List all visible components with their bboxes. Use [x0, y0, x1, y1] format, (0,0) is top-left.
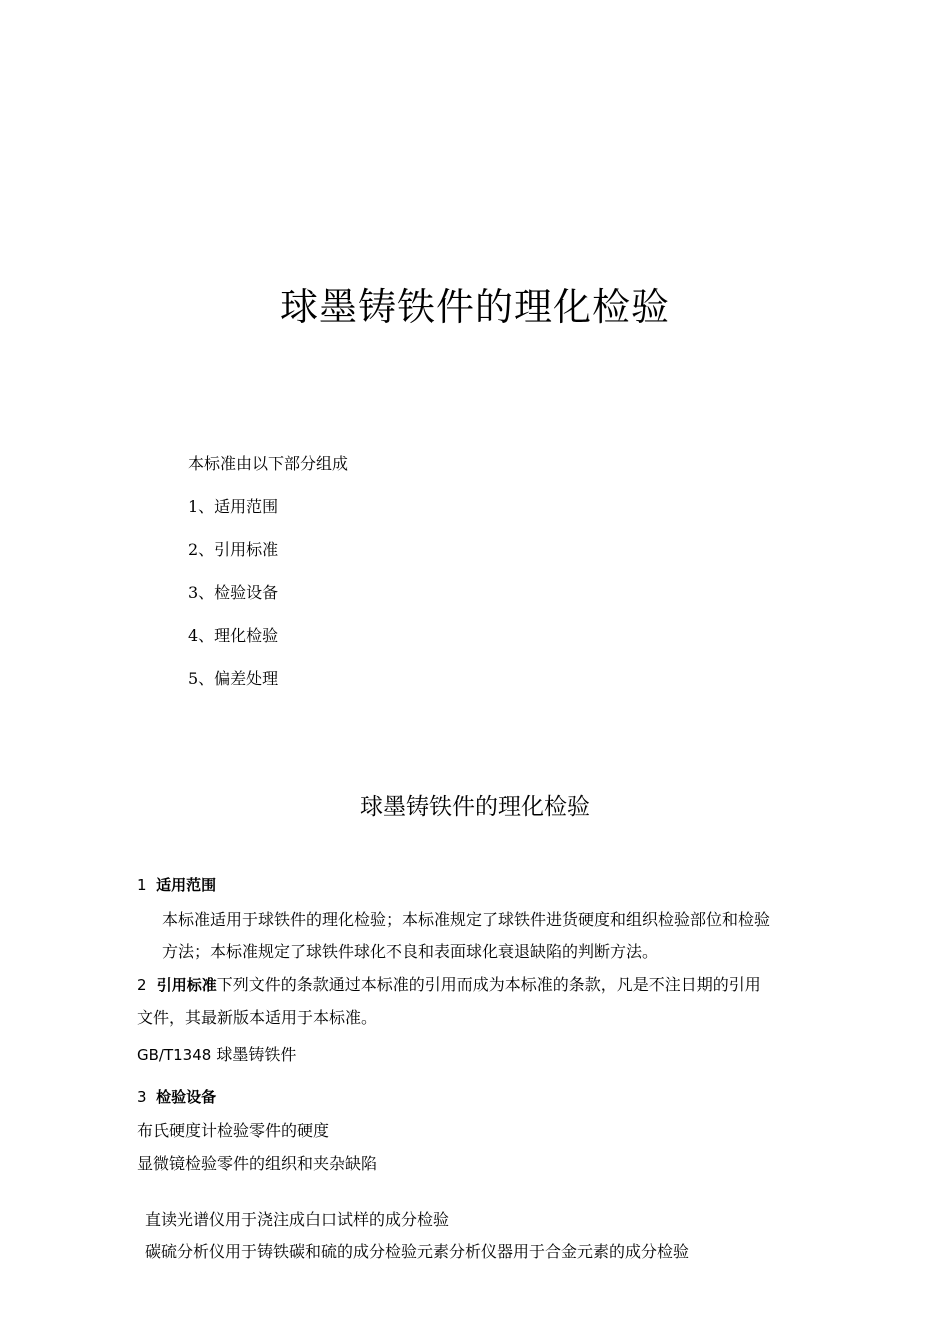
sec3-item-3: 直读光谱仪用于浇注成白口试样的成分检验: [145, 1210, 450, 1229]
toc-intro: 本标准由以下部分组成: [188, 454, 349, 473]
sec1-heading: [137, 874, 216, 895]
sec3-heading: [137, 1086, 216, 1107]
sec3-item-1: 布氏硬度计检验零件的硬度: [137, 1121, 330, 1140]
sec3-number: 3: [137, 1088, 147, 1106]
sec1-paragraph-line-2: 方法；本标准规定了球铁件球化不良和表面球化衰退缺陷的判断方法。: [162, 942, 659, 961]
document-title: 球墨铸铁件的理化检验: [279, 285, 670, 329]
sec3-title: 检验设备: [156, 1088, 217, 1106]
sec1-paragraph-line-1: 本标准适用于球铁件的理化检验；本标准规定了球铁件进货硬度和组织检验部位和检验: [162, 910, 771, 929]
reference-name: 球墨铸铁件: [216, 1045, 297, 1064]
sec2-reference: [137, 1042, 296, 1065]
sec2-paragraph-line-2: 文件，其最新版本适用于本标准。: [137, 1008, 378, 1027]
sec2-number: 2: [137, 976, 147, 994]
reference-code: GB/T1348: [137, 1046, 212, 1064]
toc-item-1: 1、适用范围: [188, 497, 279, 516]
section-title: 球墨铸铁件的理化检验: [360, 794, 590, 820]
sec2-paragraph-line-1: 下列文件的条款通过本标准的引用而成为本标准的条款，凡是不注日期的引用: [216, 975, 761, 994]
toc-item-3: 3、检验设备: [188, 583, 279, 602]
sec2-title: 引用标准: [156, 976, 217, 994]
sec2-heading-line: [137, 972, 761, 995]
toc-item-5: 5、偏差处理: [188, 669, 279, 688]
sec3-item-2: 显微镜检验零件的组织和夹杂缺陷: [137, 1154, 378, 1173]
toc-item-2: 2、引用标准: [188, 540, 279, 559]
sec1-title: 适用范围: [156, 876, 217, 894]
sec3-item-4: 碳硫分析仪用于铸铁碳和硫的成分检验元素分析仪器用于合金元素的成分检验: [145, 1242, 690, 1261]
sec1-number: 1: [137, 876, 147, 894]
toc-item-4: 4、理化检验: [188, 626, 279, 645]
